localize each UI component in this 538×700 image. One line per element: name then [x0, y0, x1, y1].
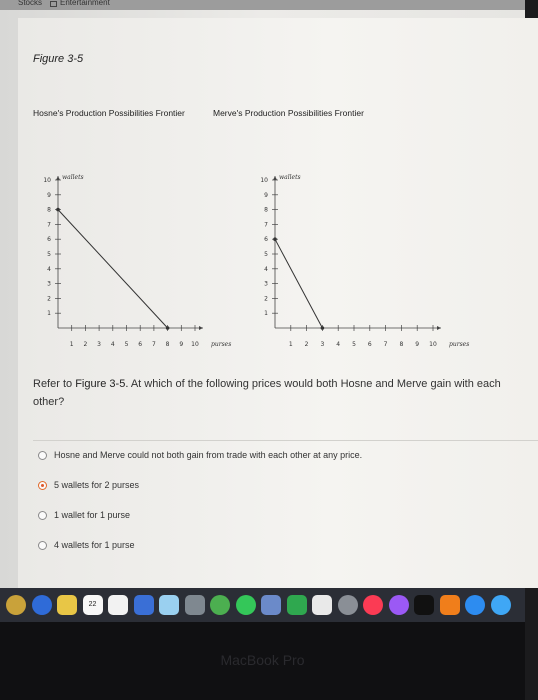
divider	[33, 440, 538, 441]
y-tick-label: 5	[47, 251, 51, 258]
y-tick-label: 9	[264, 191, 268, 199]
option-label: Hosne and Merve could not both gain from trade with each other at any price.	[54, 450, 363, 460]
y-tick-label: 6	[264, 236, 268, 244]
x-tick-label: 5	[124, 341, 129, 348]
radio-button[interactable]	[38, 511, 47, 520]
ppf-line	[275, 239, 322, 328]
figure-reference: Figure 3-5.	[75, 378, 129, 390]
y-tick-label: 7	[47, 221, 51, 229]
y-tick-label: 4	[47, 265, 51, 273]
ppf-endpoint	[56, 208, 60, 212]
x-axis-label: purses	[449, 341, 470, 348]
browser-viewport	[0, 10, 525, 588]
radio-button[interactable]	[38, 541, 47, 550]
y-axis-label: wallets	[279, 174, 301, 181]
folder-icon	[50, 1, 57, 7]
merve-ppf-chart	[238, 163, 470, 363]
answer-option-1[interactable]	[38, 450, 362, 460]
radio-button-selected[interactable]	[38, 481, 47, 490]
ppf-line	[58, 210, 168, 328]
y-tick-label: 3	[264, 280, 268, 288]
x-tick-label: 8	[165, 341, 170, 348]
ppf-endpoint	[321, 326, 325, 330]
tab-entertainment[interactable]: Entertainment	[60, 0, 110, 7]
hosne-chart-title: Hosne's Production Possibilities Frontier	[33, 108, 185, 118]
y-tick-label: 1	[47, 310, 51, 318]
x-tick-label: 1	[288, 341, 293, 348]
y-tick-label: 10	[260, 177, 268, 184]
radio-button[interactable]	[38, 451, 47, 460]
option-label: 5 wallets for 2 purses	[54, 480, 140, 490]
appletv-icon[interactable]	[414, 595, 434, 615]
books-icon[interactable]	[440, 595, 460, 615]
y-tick-label: 4	[264, 265, 268, 273]
hosne-ppf-chart	[38, 163, 232, 363]
mac-dock	[0, 588, 525, 622]
x-tick-label: 6	[367, 341, 372, 348]
bezel-label: MacBook Pro	[220, 652, 305, 668]
preview-icon[interactable]	[261, 595, 281, 615]
x-tick-label: 10	[429, 341, 437, 348]
x-tick-label: 6	[138, 341, 143, 348]
y-tick-label: 9	[47, 191, 51, 199]
answer-option-3[interactable]	[38, 510, 130, 520]
appstore-icon[interactable]	[465, 595, 485, 615]
y-tick-label: 6	[47, 236, 51, 244]
x-axis-arrow	[437, 326, 441, 330]
answer-option-4[interactable]	[38, 540, 135, 550]
x-tick-label: 7	[383, 341, 388, 348]
y-tick-label: 2	[47, 295, 51, 303]
x-tick-label: 7	[151, 341, 156, 348]
x-tick-label: 2	[83, 341, 88, 348]
notes-icon[interactable]	[57, 595, 77, 615]
answer-option-2[interactable]	[38, 480, 139, 490]
facetime-icon[interactable]	[236, 595, 256, 615]
keynote-icon[interactable]	[134, 595, 154, 615]
x-tick-label: 9	[415, 341, 420, 348]
x-tick-label: 2	[304, 341, 309, 348]
ppf-endpoint	[166, 326, 170, 330]
y-axis-arrow	[56, 176, 60, 180]
question-prefix: Refer to	[33, 378, 76, 390]
y-axis-arrow	[273, 176, 277, 180]
question-page	[18, 18, 538, 588]
ppf-endpoint	[273, 237, 277, 241]
y-tick-label: 1	[264, 310, 268, 318]
settings-icon[interactable]	[185, 595, 205, 615]
music-icon[interactable]	[363, 595, 383, 615]
safari-icon[interactable]	[491, 595, 511, 615]
option-label: 1 wallet for 1 purse	[54, 510, 131, 520]
figure-label: Figure 3-5	[33, 53, 84, 65]
x-tick-label: 4	[336, 341, 341, 348]
launchpad-icon[interactable]	[6, 595, 26, 615]
y-tick-label: 8	[264, 206, 268, 214]
x-axis-label: purses	[211, 341, 232, 348]
maps-icon[interactable]	[210, 595, 230, 615]
y-axis-label: wallets	[62, 174, 84, 181]
y-tick-label: 8	[47, 206, 51, 214]
textedit-icon[interactable]	[312, 595, 332, 615]
x-axis-arrow	[199, 326, 203, 330]
x-tick-label: 4	[110, 341, 115, 348]
x-tick-label: 3	[320, 341, 325, 348]
y-tick-label: 2	[264, 295, 268, 303]
tab-stocks[interactable]: Stocks	[18, 0, 43, 7]
y-tick-label: 10	[43, 177, 51, 184]
x-tick-label: 10	[191, 341, 199, 348]
y-tick-label: 3	[47, 280, 51, 288]
y-tick-label: 7	[264, 221, 268, 229]
merve-chart-title: Merve's Production Possibilities Frontier	[213, 108, 364, 118]
reminders-icon[interactable]	[108, 595, 128, 615]
x-tick-label: 5	[352, 341, 356, 348]
option-label: 4 wallets for 1 purse	[54, 540, 135, 550]
x-tick-label: 3	[97, 341, 102, 348]
calendar-day: 22	[88, 601, 97, 608]
x-tick-label: 9	[179, 341, 184, 348]
question-text	[33, 375, 528, 411]
laptop-bezel	[0, 622, 525, 700]
photos-icon[interactable]	[159, 595, 179, 615]
podcasts-icon[interactable]	[389, 595, 409, 615]
top-tab-bar	[0, 0, 525, 10]
numbers-icon[interactable]	[287, 595, 307, 615]
x-tick-label: 8	[399, 341, 404, 348]
y-tick-label: 5	[264, 251, 268, 258]
system-prefs-icon[interactable]	[338, 595, 358, 615]
question-body: At which of the following prices would both Hosne and Merve gain with each other?	[33, 378, 501, 408]
calendar-icon[interactable]	[83, 595, 103, 615]
chrome-icon[interactable]	[32, 595, 52, 615]
x-tick-label: 1	[69, 341, 74, 348]
